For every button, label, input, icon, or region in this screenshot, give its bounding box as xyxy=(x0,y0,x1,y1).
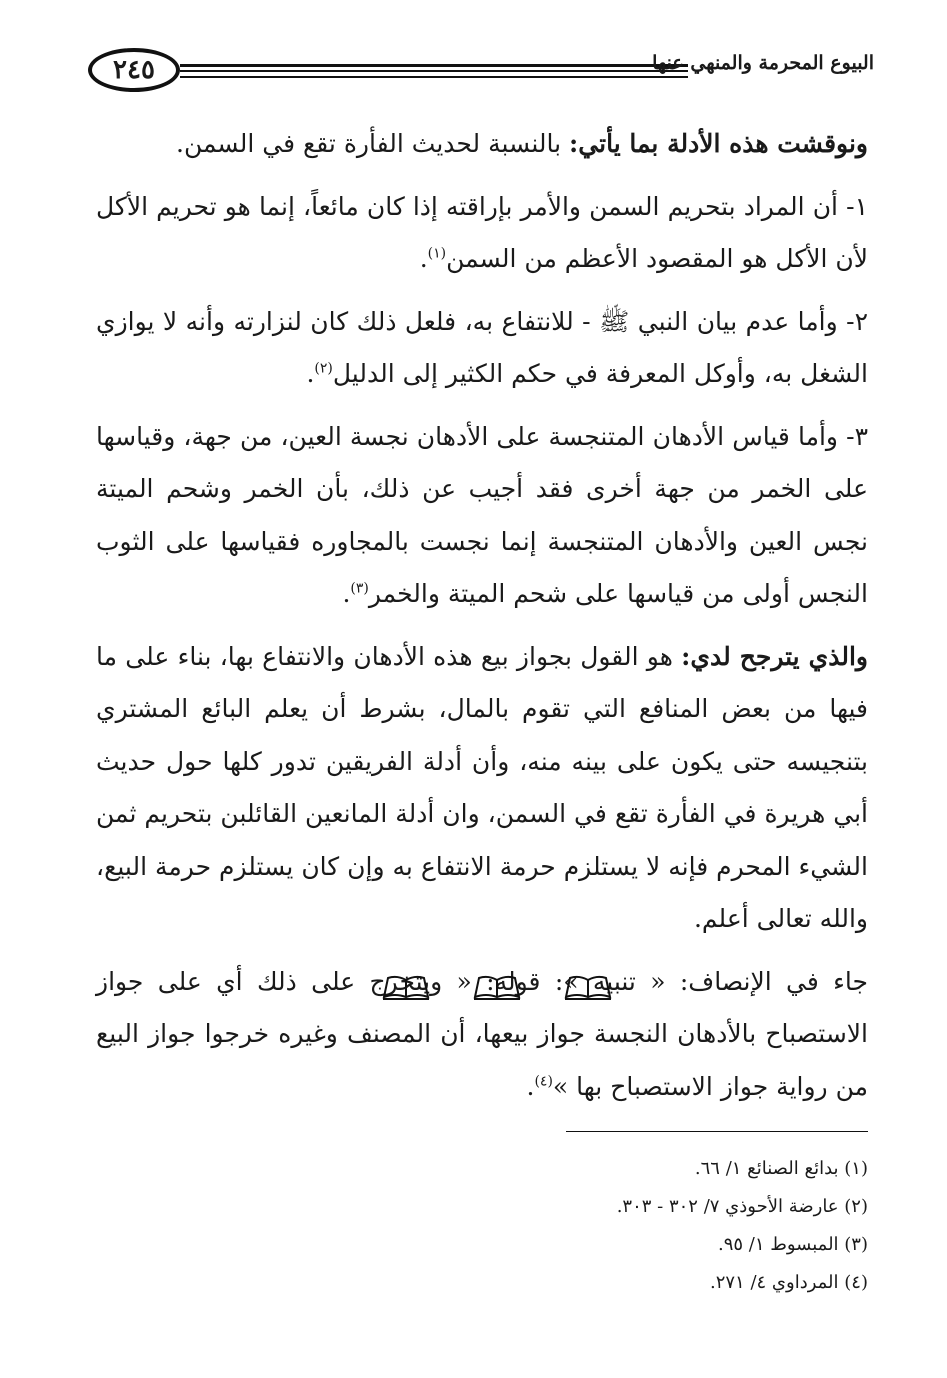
paragraph xyxy=(96,296,868,401)
page-number: ٢٤٥ xyxy=(88,48,180,92)
paragraph xyxy=(96,631,868,946)
main-text xyxy=(96,118,868,1123)
footnote: (٢) عارضة الأحوذي ٧/ ٣٠٢ - ٣٠٣. xyxy=(616,1196,868,1217)
open-book-icon xyxy=(564,974,612,1000)
paragraph-end: . xyxy=(419,244,428,273)
footnote: (٣) المبسوط ١/ ٩٥. xyxy=(717,1234,868,1255)
paragraph-text: ٣- وأما قياس الأدهان المتنجسة على الأدهان نجسة العين، من جهة، وقياسها على الخمر من جهة أخرى فقد أجيب عن ذلك، بأن الخمر وشحم الميتة نجس العين والأدهان المتنجسة إنما نجست بالمجاوره فقياسها على الثوب النجس أولى من قياسها على شحم الميتة والخمر xyxy=(96,421,868,608)
section-ornament xyxy=(382,974,612,1004)
footnote-ref[interactable]: (١) xyxy=(427,245,447,262)
header-rule-secondary xyxy=(180,76,688,78)
paragraph-text: ٢- وأما عدم بيان النبي ﷺ - للانتفاع به، فلعل ذلك كان لنزارته وأنه لا يوازي الشغل به، وأوكل المعرفة في حكم الكثير إلى الدليل xyxy=(96,306,868,388)
paragraph-end: . xyxy=(526,1071,535,1101)
footnote-separator xyxy=(566,1131,868,1132)
open-book-icon xyxy=(473,974,521,1000)
paragraph-lead: والذي يترجح لدي: xyxy=(681,641,868,671)
paragraph xyxy=(96,411,868,621)
paragraph xyxy=(96,118,868,171)
running-title: البيوع المحرمة والمنهي عنها xyxy=(652,52,874,74)
paragraph-end: . xyxy=(342,579,351,608)
footnote-ref[interactable]: (٣) xyxy=(350,580,369,597)
footnote-ref[interactable]: (٢) xyxy=(314,360,333,377)
footnote-ref[interactable]: (٤) xyxy=(534,1073,553,1090)
footnote: (١) بدائع الصنائع ١/ ٦٦. xyxy=(694,1158,868,1179)
paragraph-text: هو القول بجواز بيع هذه الأدهان والانتفاع بها، بناء على ما فيها من بعض المنافع التي تقوم بالمال، بشرط أن يعلم البائع المشتري بتنجيسه حتى يكون على بينه منه، وأن أدلة الفريقين تدور كلها حول حديث أبي هريرة في الفأرة تقع في السمن، وان أدلة المانعين القائلبن بتحريم ثمن الشيء المحرم فإنه لا يستلزم حرمة الانتفاع به وإن كان يستلزم حرمة البيع، والله تعالى أعلم. xyxy=(96,641,868,933)
page-header xyxy=(88,44,874,100)
paragraph xyxy=(96,181,868,286)
open-book-icon xyxy=(382,974,430,1000)
paragraph-text: بالنسبة لحديث الفأرة تقع في السمن. xyxy=(176,129,570,158)
footnote: (٤) المرداوي ٤/ ٢٧١. xyxy=(709,1272,868,1293)
paragraph-lead: ونوقشت هذه الأدلة بما يأتي: xyxy=(569,129,868,158)
paragraph-text: ١- أن المراد بتحريم السمن والأمر بإراقته إذا كان مائعاً، إنما هو تحريم الأكل لأن الأكل هو المقصود الأعظم من السمن xyxy=(96,191,868,273)
header-rule xyxy=(180,64,688,72)
paragraph-text: جاء في الإنصاف: « تنبيه »: قوله: « ويتخرج على ذلك أي على جواز الاستصباح بالأدهان النجسة جواز بيعها، أن المصنف وغيره خرجوا جواز البيع من رواية جواز الاستصباح بها » xyxy=(96,966,868,1101)
paragraph-end: . xyxy=(306,359,315,388)
footnotes xyxy=(400,1150,868,1302)
